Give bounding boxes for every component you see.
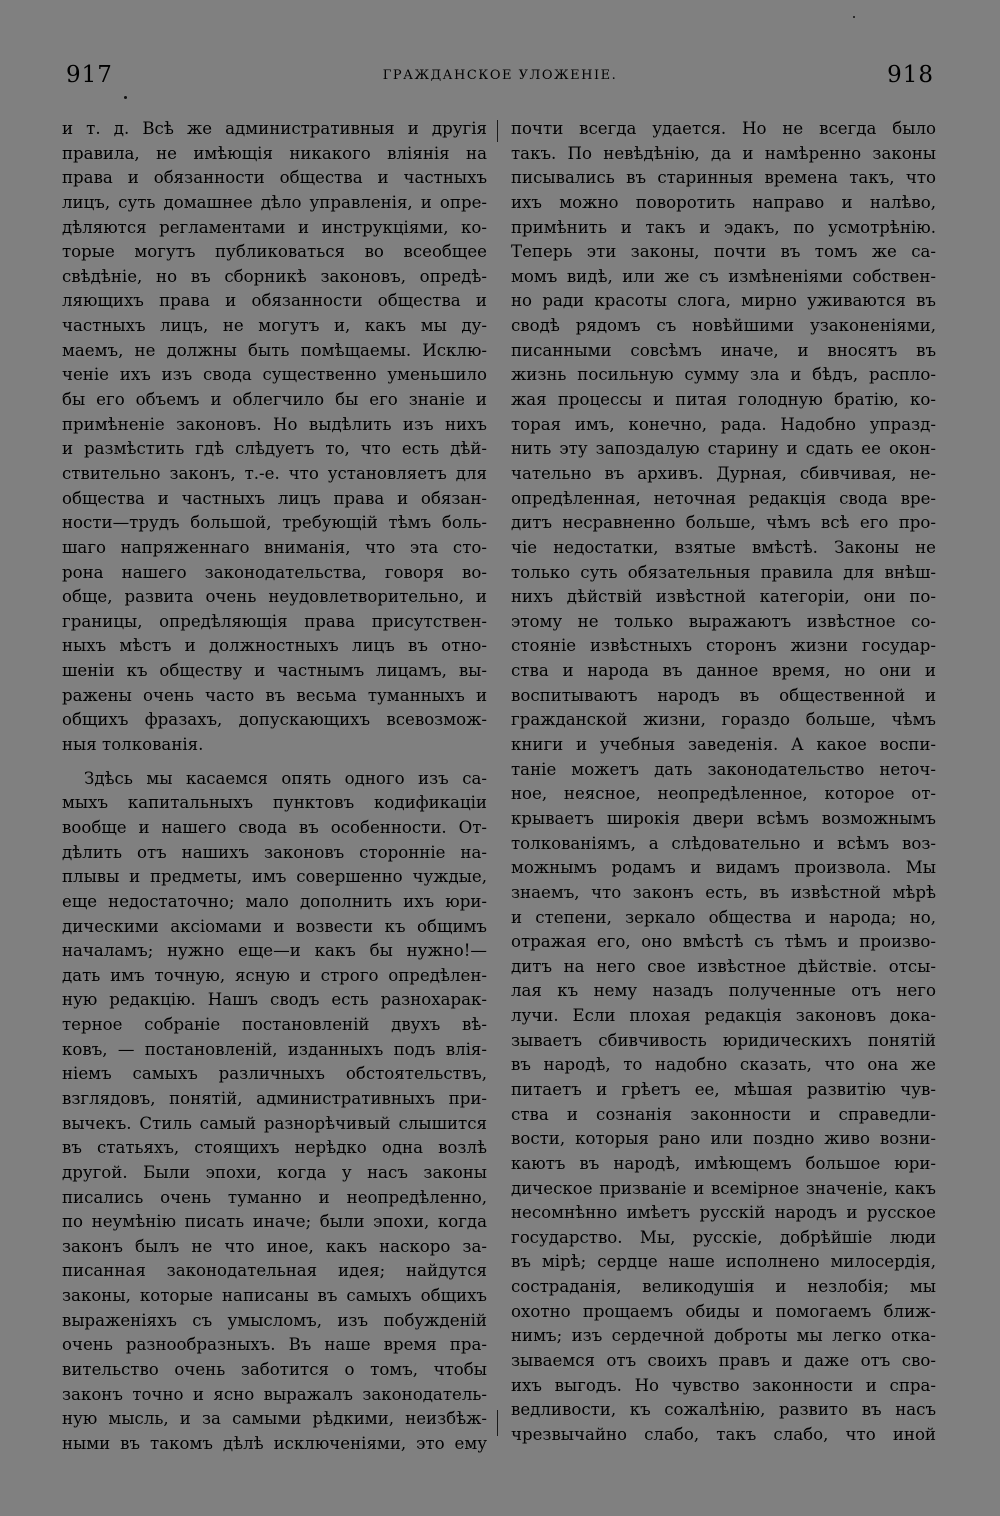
text-line: лая къ нему назадъ полученные отъ него: [511, 981, 936, 1001]
text-line: чательно въ архивъ. Дурная, сбивчивая, не-: [511, 463, 936, 483]
text-line: такъ. По невѣдѣнію, да и намѣренно законы: [511, 143, 936, 163]
text-line: вости, которыя рано или поздно живо возни-: [511, 1129, 936, 1149]
text-line: нимъ; изъ сердечной доброты мы легко отка-: [511, 1326, 936, 1346]
left-column: [62, 117, 487, 1457]
text-line: законъ точно и ясно выражалъ законодатель-: [62, 1384, 487, 1404]
text-line: чрезвычайно слабо, такъ слабо, что иной: [511, 1424, 936, 1444]
text-line: вычекъ. Стиль самый разнорѣчивый слышится: [62, 1113, 487, 1133]
text-line: ковъ, — постановленій, изданныхъ подъ влія-: [62, 1039, 487, 1059]
text-line: почти всегда удается. Но не всегда было: [511, 119, 936, 138]
text-line: правила, не имѣющія никакого вліянія на: [62, 143, 487, 163]
text-line: выраженіяхъ съ умысломъ, изъ побужденій: [62, 1310, 487, 1330]
text-line: зываетъ сбивчивость юридическихъ понятій: [511, 1030, 936, 1050]
text-line: дать имъ точную, ясную и строго опредѣлен-: [62, 965, 487, 985]
text-line: гражданской жизни, гораздо больше, чѣмъ: [511, 710, 936, 730]
text-line: ведливости, къ сожалѣнію, развито въ насъ: [511, 1400, 936, 1420]
text-line: еще недостаточно; мало дополнить ихъ юри-: [62, 891, 487, 911]
text-line: Здѣсь мы касаемся опять одного изъ са-: [84, 768, 487, 788]
text-line: по неумѣнію писать иначе; были эпохи, когда: [62, 1212, 487, 1232]
text-line: дѣляются регламентами и инструкціями, ко-: [62, 217, 487, 237]
running-title: ГРАЖДАНСКОЕ УЛОЖЕНІЕ.: [382, 68, 618, 83]
paragraph: [62, 117, 487, 758]
text-line: въ народѣ, то надобно сказать, что она же: [511, 1055, 936, 1075]
text-line: ства и сознанія законности и справедли-: [511, 1104, 936, 1124]
text-line: маемъ, не должны быть помѣщаемы. Исклю-: [62, 340, 487, 360]
text-line: и степени, зеркало общества и народа; но,: [511, 907, 936, 927]
text-line: ихъ выгодъ. Но чувство законности и спра-: [511, 1375, 936, 1395]
text-line: ную мысль, и за самыми рѣдкими, неизбѣж-: [62, 1409, 487, 1429]
text-line: шеніи къ обществу и частнымъ лицамъ, вы-: [62, 661, 487, 681]
text-line: состраданія, великодушія и незлобія; мы: [511, 1277, 936, 1297]
text-line: отражая его, оно вмѣстѣ съ тѣмъ и произво-: [511, 932, 936, 952]
print-speck: [853, 16, 855, 18]
text-line: момъ видѣ, или же съ измѣненіями собствен-: [511, 266, 936, 286]
text-line: ства и народа въ данное время, но они и: [511, 661, 936, 681]
text-line: ніемъ самыхъ различныхъ обстоятельствъ,: [62, 1064, 487, 1084]
column-rule-mark: [497, 1410, 498, 1436]
text-line: писались очень туманно и неопредѣленно,: [62, 1187, 487, 1207]
text-line: государство. Мы, русскіе, добрѣйшіе люди: [511, 1227, 936, 1247]
text-line: ныя толкованія.: [62, 735, 204, 755]
page-number-left: 917: [66, 62, 113, 88]
text-line: мыхъ капитальныхъ пунктовъ кодификаціи: [62, 793, 487, 813]
text-line: дитъ на него свое извѣстное дѣйствіе. отсы-: [511, 956, 936, 976]
text-line: терное собраніе постановленій двухъ вѣ-: [62, 1015, 487, 1035]
text-line: дическое призваніе и всемірное значеніе, какъ: [511, 1178, 936, 1198]
text-line: ляющихъ права и обязанности общества и: [62, 291, 487, 311]
text-line: вообще и нашего свода въ особенности. От-: [62, 817, 487, 837]
text-line: началамъ; нужно еще—и какъ бы нужно!—: [62, 941, 487, 961]
text-line: ствительно законъ, т.-е. что установляетъ для: [62, 463, 487, 483]
text-line: этому не только выражаютъ извѣстное со-: [511, 611, 936, 631]
text-line: ности—трудъ большой, требующій тѣмъ боль-: [62, 513, 487, 533]
text-line: обще, развита очень неудовлетворительно, и: [62, 587, 487, 607]
paragraph: [511, 117, 936, 1448]
text-line: рона нашего законодательства, говоря во-: [62, 562, 487, 582]
text-line: въ мірѣ; сердце наше исполнено милосердія,: [511, 1252, 936, 1272]
text-line: торая имъ, конечно, рада. Надобно упразд-: [511, 414, 936, 434]
text-line: въ статьяхъ, стоящихъ нерѣдко одна возлѣ: [62, 1138, 487, 1158]
text-line: питаетъ и грѣетъ ее, мѣшая развитію чув-: [511, 1079, 936, 1099]
right-column: [511, 117, 936, 1448]
text-line: ными въ такомъ дѣлѣ исключеніями, это ему: [62, 1433, 487, 1453]
text-line: дитъ несравненно больше, чѣмъ всѣ его про-: [511, 513, 936, 533]
text-line: можнымъ родамъ и видамъ произвола. Мы: [511, 858, 936, 878]
text-line: примѣненіе законовъ. Но выдѣлить изъ нихъ: [62, 414, 487, 434]
text-line: законы, которые написаны въ самыхъ общихъ: [62, 1286, 487, 1306]
text-line: Теперь эти законы, почти въ томъ же са-: [511, 242, 936, 262]
paragraph: [62, 767, 487, 1457]
text-line: бы его объемъ и облегчило бы его знаніе и: [62, 390, 487, 410]
column-rule-mark: [497, 120, 498, 142]
text-line: частныхъ лицъ, не могутъ и, какъ мы ду-: [62, 316, 487, 336]
text-line: и размѣстить гдѣ слѣдуетъ то, что есть дѣй-: [62, 439, 487, 459]
text-line: нить эту запоздалую старину и сдать ее окон-: [511, 439, 936, 459]
text-line: охотно прощаемъ обиды и помогаемъ ближ-: [511, 1301, 936, 1321]
text-line: стояніе извѣстныхъ сторонъ жизни государ-: [511, 636, 936, 656]
text-line: жизнь посильную сумму зла и бѣдъ, распло-: [511, 365, 936, 385]
text-line: воспитываютъ народъ въ общественной и: [511, 685, 936, 705]
text-line: чіе недостатки, взятые вмѣстѣ. Законы не: [511, 537, 936, 557]
text-line: общихъ фразахъ, допускающихъ всевозмож-: [62, 710, 487, 730]
text-line: границы, опредѣляющія права присутствен-: [62, 611, 487, 631]
text-line: зываемся отъ своихъ правъ и даже отъ сво-: [511, 1351, 936, 1371]
text-line: дическими аксіомами и возвести къ общимъ: [62, 916, 487, 936]
text-line: книги и учебныя заведенія. А какое воспи-: [511, 735, 936, 755]
text-line: сводѣ рядомъ съ новѣйшими узаконеніями,: [511, 316, 936, 336]
text-line: ченіе ихъ изъ свода существенно уменьшило: [62, 365, 487, 385]
text-line: шаго напряженнаго вниманія, что эта сто-: [62, 537, 487, 557]
text-line: писанная законодательная идея; найдутся: [62, 1261, 487, 1281]
text-line: общества и частныхъ лицъ права и обязан-: [62, 488, 487, 508]
text-line: ражены очень часто въ весьма туманныхъ и: [62, 685, 487, 705]
print-speck: [124, 96, 127, 99]
page-number-right: 918: [887, 62, 934, 88]
text-line: законъ былъ не что иное, какъ наскоро за-: [62, 1236, 487, 1256]
text-line: жая процессы и питая голодную братію, ко-: [511, 390, 936, 410]
text-line: ное, неясное, неопредѣленное, которое от-: [511, 784, 936, 804]
page-header: [66, 56, 934, 96]
text-line: писывались въ старинныя времена такъ, что: [511, 168, 936, 188]
text-line: толкованіямъ, а слѣдовательно и всѣмъ воз-: [511, 833, 936, 853]
text-line: очень разнообразныхъ. Въ наше время пра-: [62, 1335, 487, 1355]
text-line: взглядовъ, понятій, административныхъ при-: [62, 1088, 487, 1108]
text-line: писанными совсѣмъ иначе, и вносятъ въ: [511, 340, 936, 360]
text-line: вительство очень заботится о томъ, чтобы: [62, 1360, 487, 1380]
text-line: ихъ можно поворотить направо и налѣво,: [511, 192, 936, 212]
text-line: ныхъ мѣстъ и должностныхъ лицъ въ отно-: [62, 636, 487, 656]
text-line: примѣнить и такъ и эдакъ, по усмотрѣнію.: [511, 217, 936, 237]
text-line: крываетъ широкія двери всѣмъ возможнымъ: [511, 808, 936, 828]
text-line: торые могутъ публиковаться во всеобщее: [62, 242, 487, 262]
text-line: ную редакцію. Нашъ сводъ есть разнохарак-: [62, 990, 487, 1010]
text-line: другой. Были эпохи, когда у насъ законы: [62, 1162, 487, 1182]
text-line: нихъ дѣйствій извѣстной категоріи, они по-: [511, 587, 936, 607]
text-line: таніе можетъ дать законодательство неточ-: [511, 759, 936, 779]
text-line: знаемъ, что законъ есть, въ извѣстной мѣрѣ: [511, 882, 936, 902]
text-line: дѣлить отъ нашихъ законовъ сторонніе на-: [62, 842, 487, 862]
text-line: права и обязанности общества и частныхъ: [62, 168, 487, 188]
text-line: но ради красоты слога, мирно уживаются въ: [511, 291, 936, 311]
text-line: каютъ въ народѣ, имѣющемъ большое юри-: [511, 1153, 936, 1173]
text-line: только суть обязательныя правила для внѣш-: [511, 562, 936, 582]
text-line: и т. д. Всѣ же административныя и другія: [62, 119, 487, 138]
text-line: плывы и предметы, имъ совершенно чуждые,: [62, 867, 487, 887]
text-line: лучи. Если плохая редакція законовъ дока-: [511, 1006, 936, 1026]
text-line: лицъ, суть домашнее дѣло управленія, и опре-: [62, 192, 487, 212]
text-line: опредѣленная, неточная редакція свода вре-: [511, 488, 936, 508]
text-line: свѣдѣніе, но въ сборникѣ законовъ, опредѣ-: [62, 266, 487, 286]
text-line: несомнѣнно имѣетъ русскій народъ и русское: [511, 1203, 936, 1223]
